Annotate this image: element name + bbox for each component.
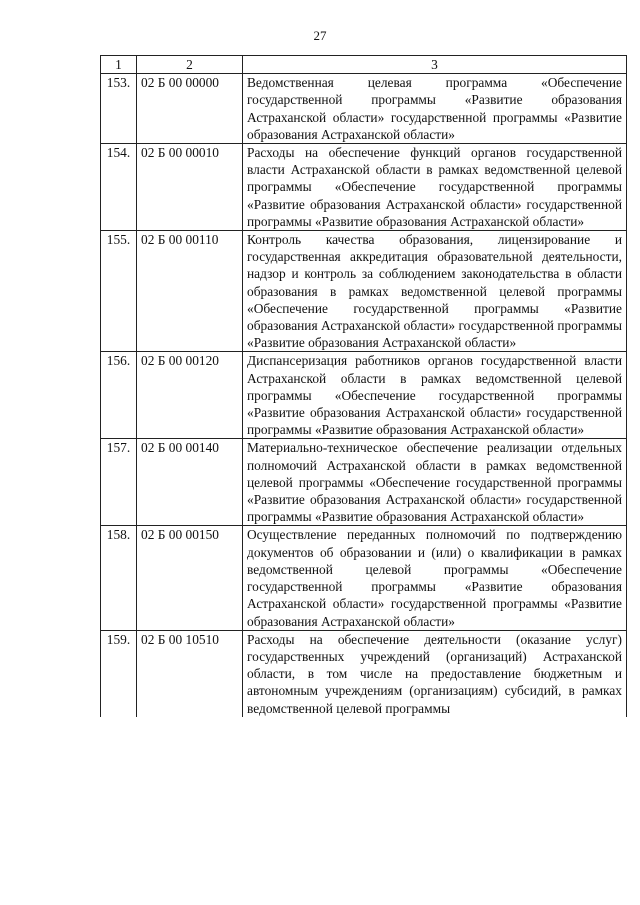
row-code: 02 Б 00 00120	[137, 352, 243, 439]
row-number: 156.	[101, 352, 137, 439]
row-description: Материально-техническое обеспечение реализации отдельных полномочий Астраханской области в рамках ведомственной целевой программы «Обеспечение государственной программы «Развитие образования Астраханской области» государственной программы «Развитие образования Астраханской области»	[243, 439, 627, 526]
row-number: 158.	[101, 526, 137, 630]
row-code: 02 Б 00 00110	[137, 231, 243, 352]
row-number: 155.	[101, 231, 137, 352]
row-code: 02 Б 00 10510	[137, 630, 243, 717]
row-number: 159.	[101, 630, 137, 717]
table-row	[101, 630, 627, 717]
row-description: Диспансеризация работников органов государственной власти Астраханской области в рамках ведомственной целевой программы «Обеспечение государственной программы «Развитие образования Астраханской области» государственной программы «Развитие образования Астраханской области»	[243, 352, 627, 439]
row-description: Ведомственная целевая программа «Обеспечение государственной программы «Развитие образования Астраханской области» государственной программы «Развитие образования Астраханской области»	[243, 74, 627, 144]
column-header-2: 2	[137, 56, 243, 74]
row-number: 153.	[101, 74, 137, 144]
page-number: 27	[313, 28, 327, 43]
table-row	[101, 231, 627, 352]
table-row	[101, 439, 627, 526]
row-description: Расходы на обеспечение деятельности (оказание услуг) государственных учреждений (организаций) Астраханской области, в том числе на предоставление бюджетным и автономным учреждениям (организациям) субсидий, в рамках ведомственной целевой программы	[243, 630, 627, 717]
table-row	[101, 74, 627, 144]
table-row	[101, 144, 627, 231]
row-description: Осуществление переданных полномочий по подтверждению документов об образовании и (или) о квалификации в рамках ведомственной целевой программы «Обеспечение государственной программы «Развитие образования Астраханской области» государственной программы «Развитие образования Астраханской области»	[243, 526, 627, 630]
column-header-3: 3	[243, 56, 627, 74]
row-code: 02 Б 00 00140	[137, 439, 243, 526]
table-row	[101, 352, 627, 439]
table-row	[101, 526, 627, 630]
budget-classification-table	[100, 55, 627, 717]
row-number: 157.	[101, 439, 137, 526]
row-description: Контроль качества образования, лицензирование и государственная аккредитация образовательной деятельности, надзор и контроль за соблюдением законодательства в области образования в рамках ведомственной целевой программы «Обеспечение государственной программы «Развитие образования Астраханской области» государственной программы «Развитие образования Астраханской области»	[243, 231, 627, 352]
row-code: 02 Б 00 00000	[137, 74, 243, 144]
table-header-row	[101, 56, 627, 74]
row-description: Расходы на обеспечение функций органов государственной власти Астраханской области в рамках ведомственной целевой программы «Обеспечение государственной программы «Развитие образования Астраханской области» государственной программы «Развитие образования Астраханской области»	[243, 144, 627, 231]
column-header-1: 1	[101, 56, 137, 74]
row-number: 154.	[101, 144, 137, 231]
row-code: 02 Б 00 00010	[137, 144, 243, 231]
row-code: 02 Б 00 00150	[137, 526, 243, 630]
